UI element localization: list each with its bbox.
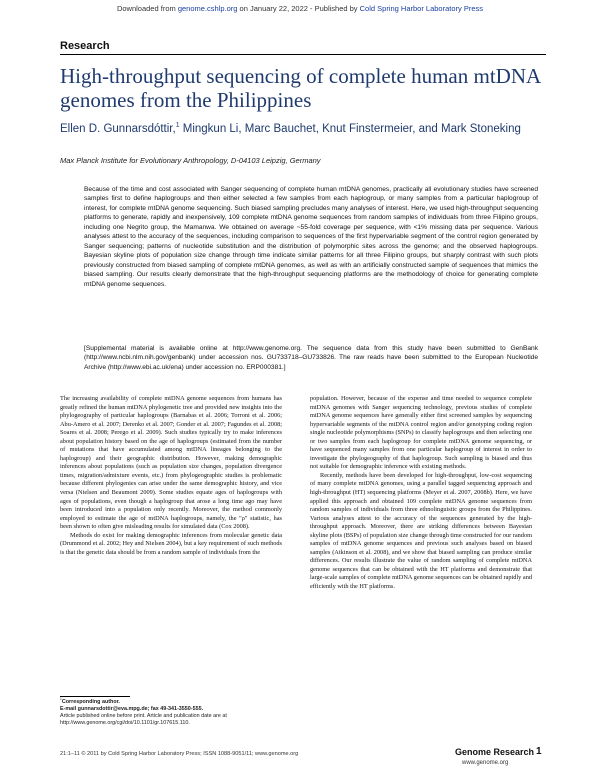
- publisher-link[interactable]: Cold Spring Harbor Laboratory Press: [359, 4, 484, 13]
- supplemental-note: [Supplemental material is available online at http://www.genome.org. The sequence data from this study have been submitted to GenBank (http://www.ncbi.nlm.nih.gov/genbank) under accession nos. GU733718–GU733826. The raw reads have been submitted to the European Nucleotide Archive (http://www.ebi.ac.uk/ena) under accession no. ERP000381.]: [84, 345, 538, 371]
- first-author: Ellen D. Gunnarsdóttir,: [60, 123, 176, 135]
- footer-citation: 21:1–11 © 2011 by Cold Spring Harbor Laboratory Press; ISSN 1088-9051/11; www.genome.org: [60, 751, 299, 757]
- download-header: [0, 4, 600, 13]
- footer-journal-name: Genome Research: [455, 747, 535, 757]
- abstract: Because of the time and cost associated with Sanger sequencing of complete human mtDNA genomes, practically all evolutionary studies have screened samples first to define haplogroups and then either selected a few samples from each haplogroup, or many samples from a particular haplogroup of interest, for complete mtDNA genome sequencing. Such biased sampling precludes many analyses of interest. Here, we used high-throughput sequencing platforms to generate, rapidly and inexpensively, 109 complete mtDNA genome sequences from random samples of individuals from three Filipino groups, including one Negrito group, the Mamanwa. We obtained on average ~55-fold coverage per sequence, with <1% missing data per sequence. Various analyses attest to the accuracy of the sequences, including comparison to sequences of the first hypervariable segment of the control region generated by Sanger sequencing; patterns of nucleotide substitution and the distribution of polymorphic sites across the genome; and the observed haplogroups. Bayesian skyline plots of population size change through time indicate similar patterns for all three Filipino groups, but sharply contrast with such plots previously constructed from biased sampling of complete mtDNA genomes, as well as with an artificially constructed sample of sequences that mimics the biased sampling. Our results clearly demonstrate that the high-throughput sequencing platforms are the methodology of choice for generating complete mtDNA genome sequences.: [84, 186, 538, 288]
- section-rule: [60, 54, 546, 55]
- contact-email[interactable]: E-mail gunnarsdottir@eva.mpg.de; fax 49-341-3550-555.: [60, 706, 204, 712]
- author-list: [60, 121, 530, 137]
- article-info: Article published online before print. Article and publication date are at http://www.genome.org/cgi/doi/10.1101/gr.107615.110.: [60, 713, 227, 726]
- body-column-left: [60, 395, 282, 557]
- footnote-rule: [60, 696, 130, 697]
- download-prefix: Downloaded from: [116, 4, 176, 13]
- footnote: [60, 699, 292, 727]
- other-authors: Mingkun Li, Marc Bauchet, Knut Finstermeier, and Mark Stoneking: [182, 123, 521, 135]
- corresponding-label: Corresponding author.: [61, 699, 120, 705]
- page-number: 1: [536, 746, 542, 757]
- body-paragraph: Methods do exist for making demographic inferences from molecular genetic data (Drummond et al. 2002; Hey and Nielsen 2004), but a key requirement of such methods is that the genetic data should be from a random sample of individuals from the: [60, 531, 282, 556]
- download-middle: on January 22, 2022 - Published by: [239, 4, 358, 13]
- section-label: Research: [60, 40, 110, 52]
- footnote-mark: 1: [60, 697, 62, 702]
- affiliation: Max Planck Institute for Evolutionary Anthropology, D-04103 Leipzig, Germany: [60, 156, 321, 165]
- download-site-link[interactable]: genome.cshlp.org: [177, 4, 238, 13]
- body-paragraph: The increasing availability of complete mtDNA genome sequences from humans has greatly refined the human mtDNA phylogenetic tree and provided new insights into the phylogeography of particular haplogroups (Barnabas et al. 2006; Torroni et al. 2006; Abu-Amero et al. 2007; Derenko et al. 2007; Gonder et al. 2007; Fagundes et al. 2008; Soares et al. 2008; Perego et al. 2009). Such studies typically try to make inferences about population history based on the age of haplogroups (estimated from the number of mutations that have accumulated among mtDNA lineages belonging to the haplogroup) and their geographic distribution. However, making demographic inferences about populations (such as population size changes, population divergence times, migration/admixture events, etc.) from phylogeographic studies is problematic because different phylogenies can arise under the same demographic history, and vice versa (Nielsen and Beaumont 2009). Some studies equate ages of haplogroups with ages of populations, even though a haplogroup that arose a long time ago may have been introduced into a population only recently. Moreover, the method commonly employed to estimate the age of mtDNA haplogroups, namely, the "ρ" statistic, has been shown to often give misleading results for simulated data (Cox 2008).: [60, 395, 282, 531]
- footer-site: www.genome.org: [462, 760, 509, 766]
- body-column-right: [310, 395, 532, 592]
- article-title: High-throughput sequencing of complete human mtDNA genomes from the Philippines: [60, 64, 540, 112]
- body-paragraph: population. However, because of the expense and time needed to sequence complete mtDNA genomes with Sanger sequencing technology, previous studies of complete mtDNA genome sequences have generally either first screened samples by sequencing hypervariable segments of the mtDNA control region and/or genotyping coding region single nucleotide polymorphisms (SNPs) to classify haplogroups and then selecting one or two samples from each haplogroup for complete mtDNA genome sequencing, or have sequenced many samples from one particular haplogroup of interest in order to investigate the phylogeography of that haplogroup. Such sampling is biased and thus not suitable for demographic inference with existing methods.: [310, 395, 532, 471]
- body-paragraph: Recently, methods have been developed for high-throughput, low-cost sequencing of many complete mtDNA genomes, using a parallel tagged sequencing approach and high-throughput (HT) sequencing platforms (Meyer et al. 2007, 2008b). Here, we have applied this approach and obtained 109 complete mtDNA genome sequences from random samples of individuals from three ethnolinguistic groups from the Philippines. Various analyses attest to the accuracy of the sequences generated by the high-throughput approach. Moreover, there are striking differences between Bayesian skyline plots (BSPs) of population size change through time constructed for our random samples of mtDNA genome sequences and previous such analyses based on biased samples (Atkinson et al. 2008), and we show that biased sampling can produce similar differences. Our results illustrate the value of random sampling of complete mtDNA genome sequences that can be obtained with the HT platforms and demonstrate that large-scale samples of complete mtDNA genome sequences can be obtained rapidly and efficiently with the HT platforms.: [310, 471, 532, 591]
- author-footnote-mark: 1: [175, 122, 180, 130]
